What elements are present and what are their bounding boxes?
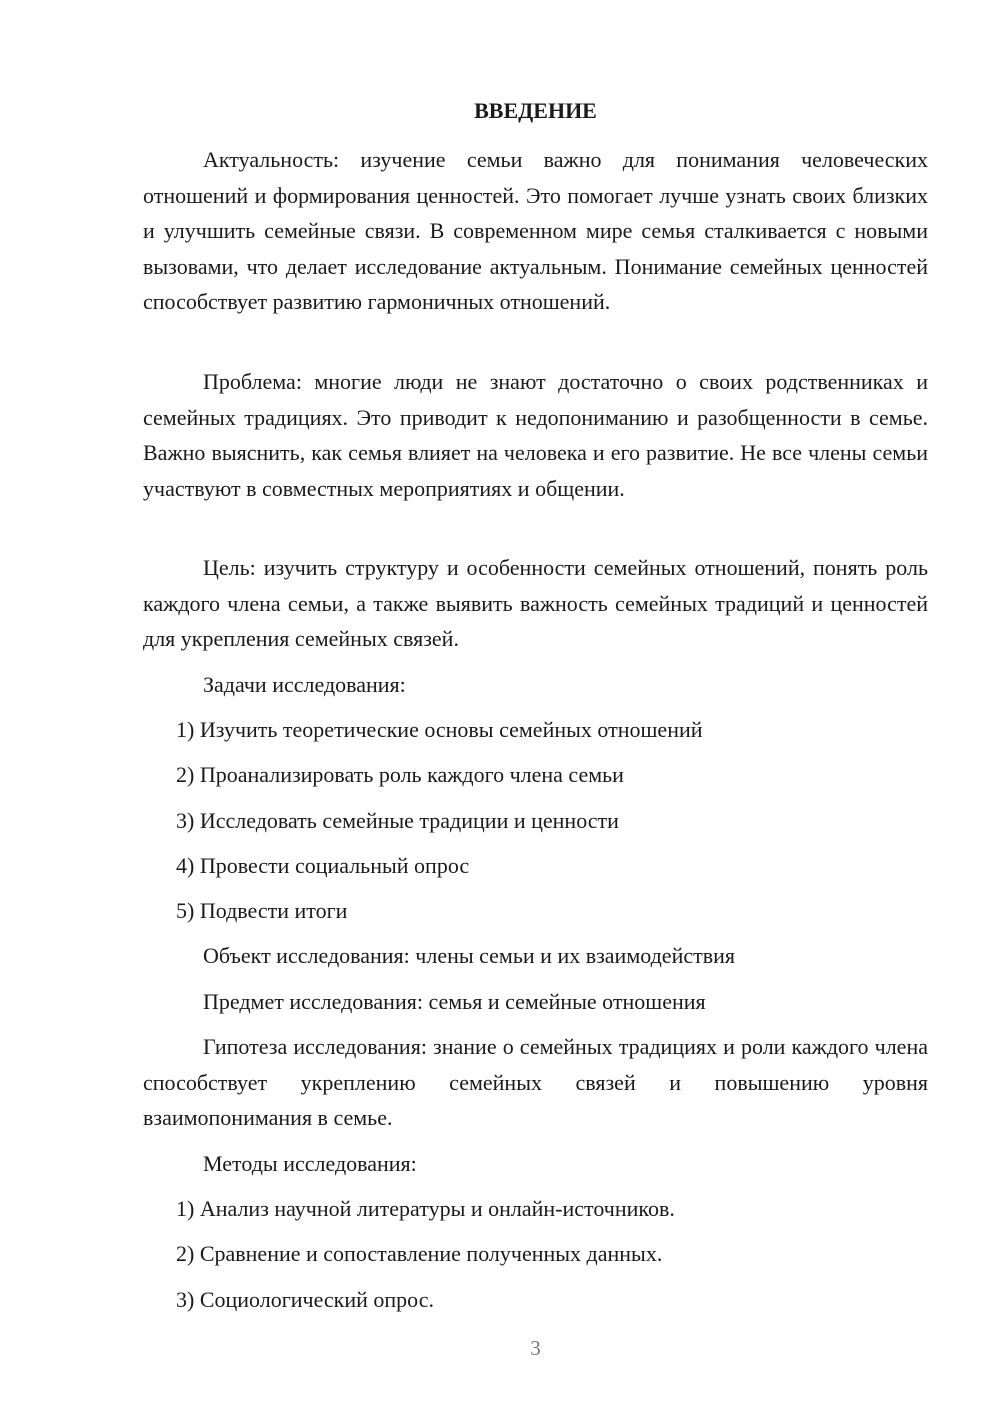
tasks-heading: Задачи исследования: [203, 672, 406, 697]
paragraph-problem: Проблема: многие люди не знают достаточно о своих родственниках и семейных традициях. Это приводит к недопониманию и разобщенности в семье. Важно выяснить, как семья влияет на человека и его развитие. Не все члены семьи участвуют в совместных мероприятиях и общении. [143, 369, 928, 501]
methods-heading: Методы исследования: [203, 1151, 417, 1176]
research-subject: Предмет исследования: семья и семейные отношения [203, 989, 706, 1014]
task-item: 1) Изучить теоретические основы семейных отношений [176, 717, 703, 742]
method-item: 2) Сравнение и сопоставление полученных данных. [176, 1241, 663, 1266]
research-object: Объект исследования: члены семьи и их взаимодействия [203, 943, 736, 968]
page-number: 3 [530, 1336, 541, 1360]
paragraph-goal: Цель: изучить структуру и особенности семейных отношений, понять роль каждого члена семьи, а также выявить важность семейных традиций и ценностей для укрепления семейных связей. [143, 555, 928, 651]
task-item: 2) Проанализировать роль каждого члена семьи [176, 762, 624, 787]
paragraph-relevance: Актуальность: изучение семьи важно для понимания человеческих отношений и формирования ценностей. Это помогает лучше узнать своих близких и улучшить семейные связи. В современном мире семья сталкивается с новыми вызовами, что делает исследование актуальным. Понимание семейных ценностей способствует развитию гармоничных отношений. [143, 147, 928, 314]
task-item: 3) Исследовать семейные традиции и ценности [176, 808, 619, 833]
page-title: ВВЕДЕНИЕ [474, 98, 597, 123]
paragraph-hypothesis: Гипотеза исследования: знание о семейных традициях и роли каждого члена способствует укреплению семейных связей и повышению уровня взаимопонимания в семье. [143, 1034, 928, 1130]
task-item: 5) Подвести итоги [176, 898, 348, 923]
method-item: 1) Анализ научной литературы и онлайн-источников. [176, 1196, 675, 1221]
task-item: 4) Провести социальный опрос [176, 853, 470, 878]
method-item: 3) Социологический опрос. [176, 1287, 434, 1312]
